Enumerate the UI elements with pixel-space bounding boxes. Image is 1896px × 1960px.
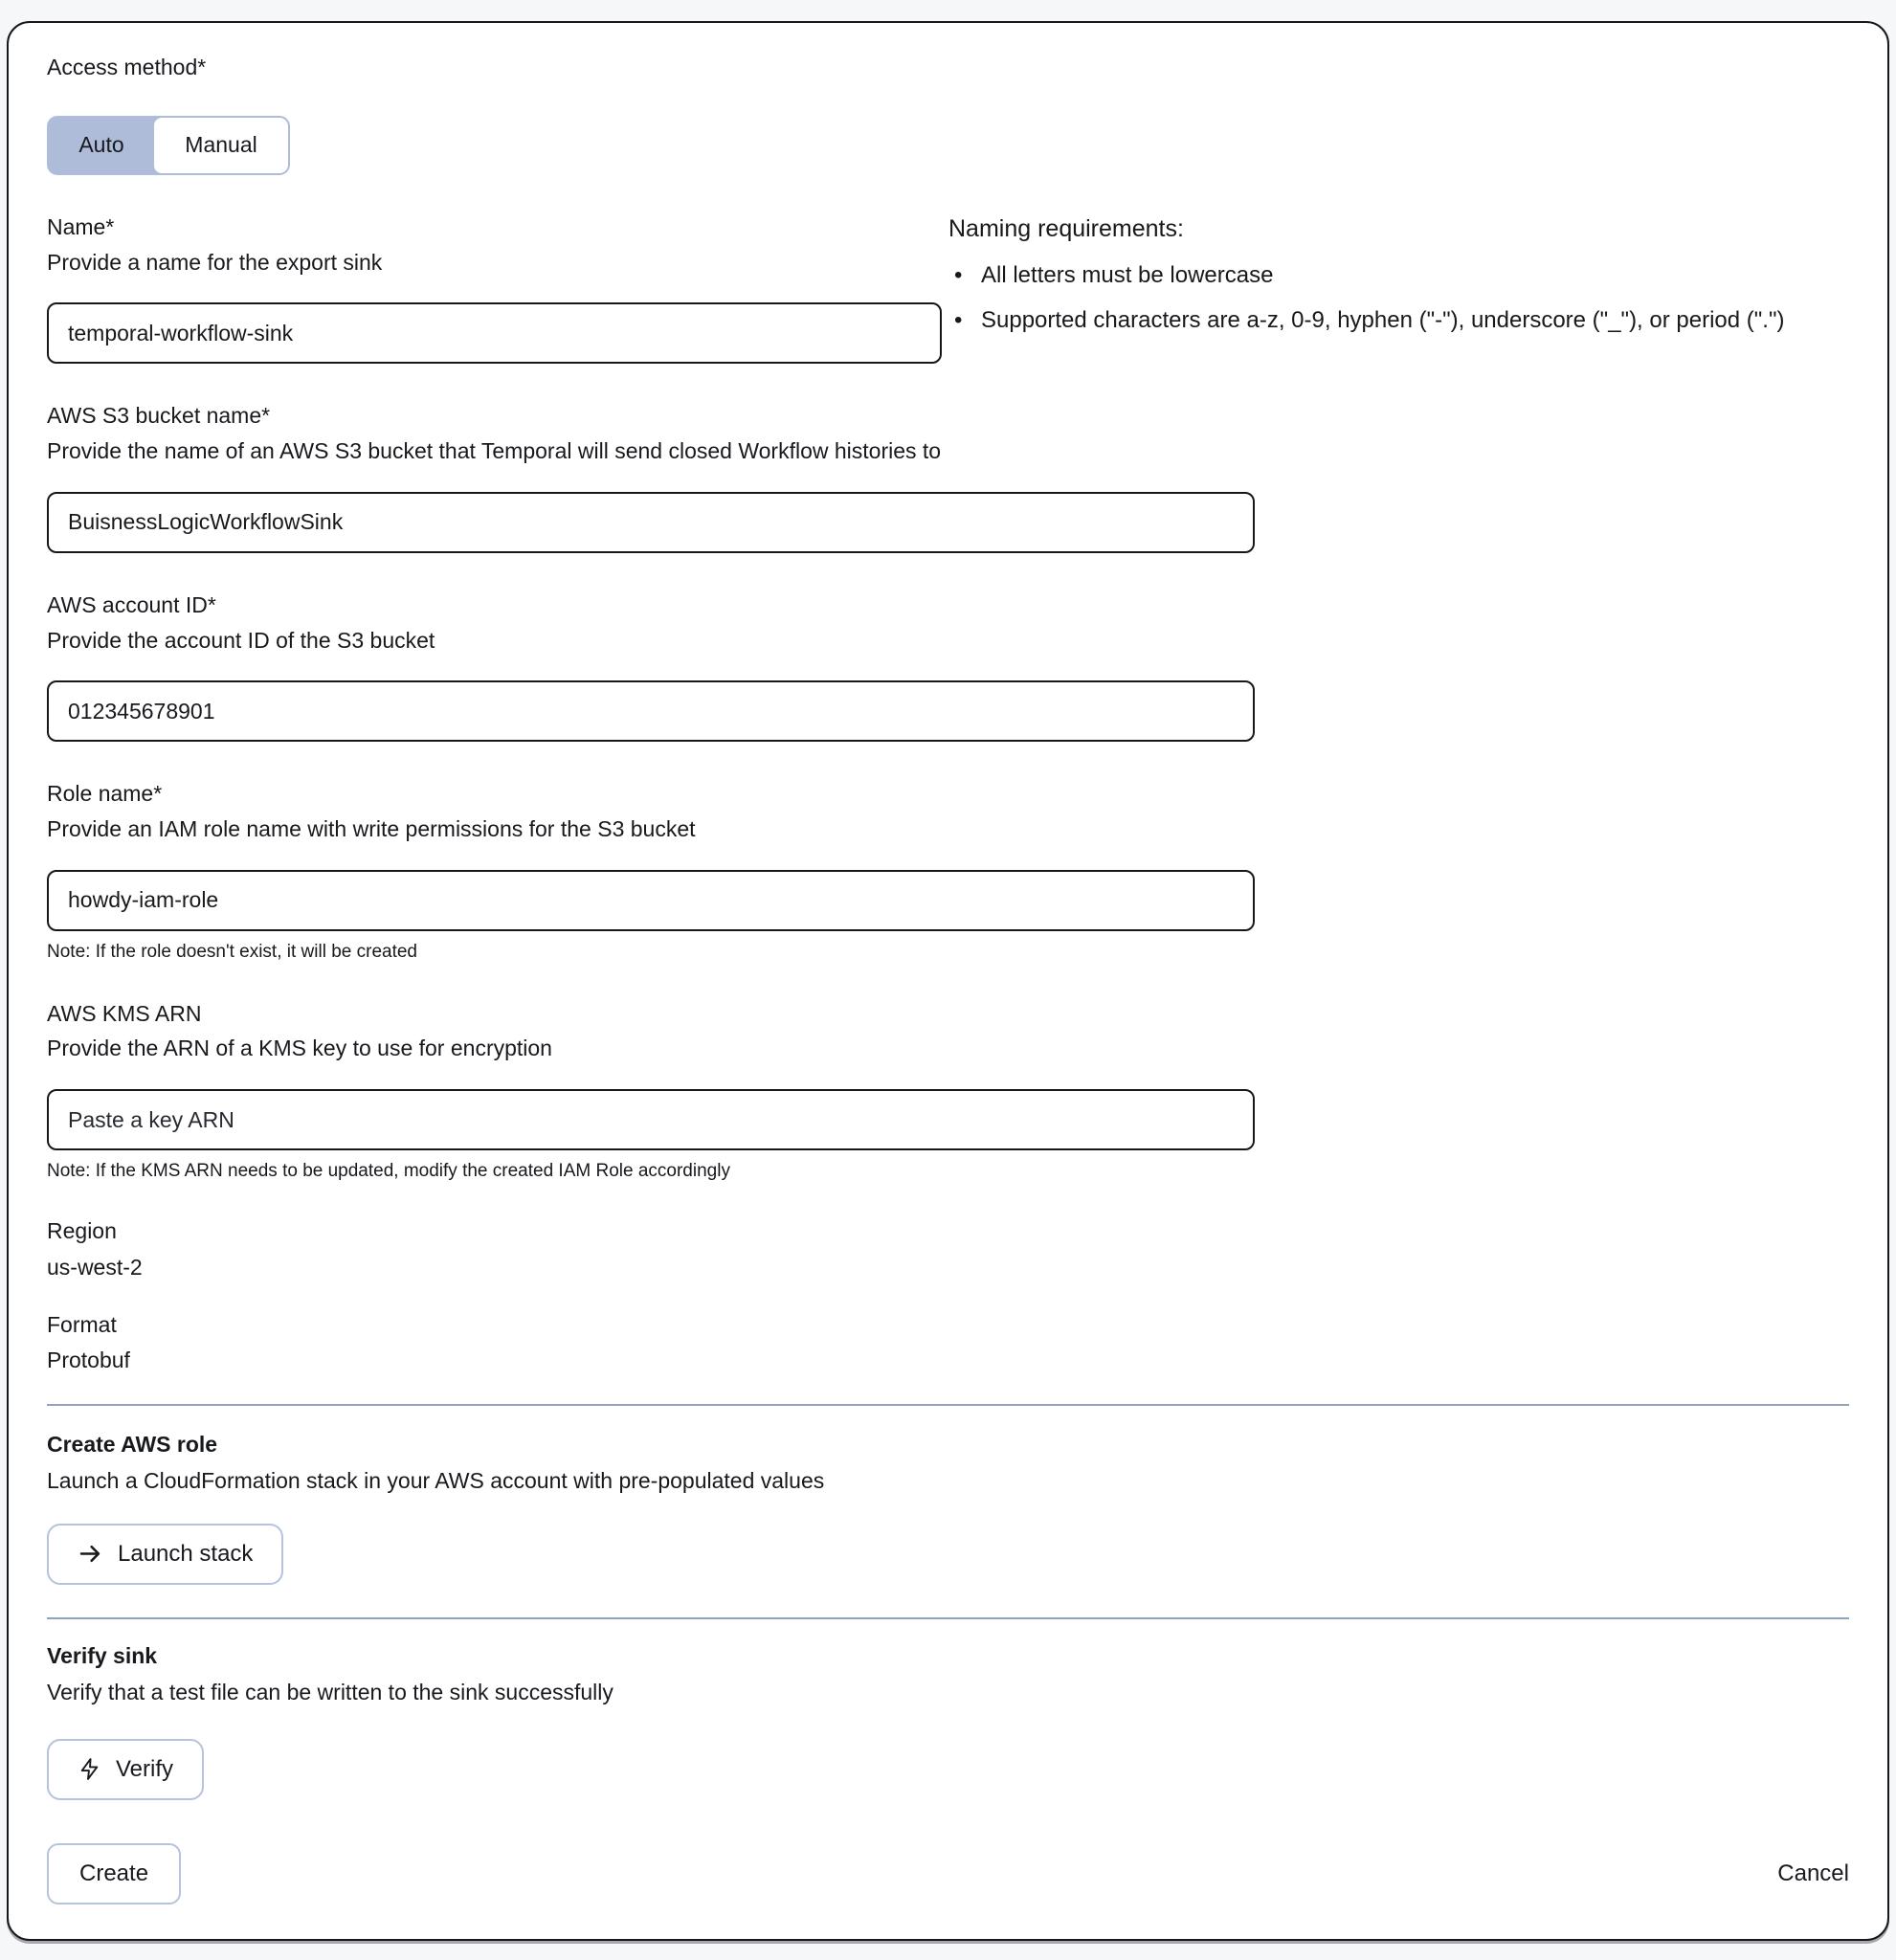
format-value: Protobuf: [47, 1348, 130, 1373]
create-label: Create: [79, 1860, 149, 1886]
kms-label: AWS KMS ARN: [47, 1000, 202, 1026]
create-role-description: Launch a CloudFormation stack in your AWS account with pre-populated values: [47, 1468, 825, 1494]
form-footer: [47, 1828, 1849, 1904]
name-label: Name*: [47, 213, 115, 239]
name-description: Provide a name for the export sink: [47, 249, 383, 275]
divider: [47, 1404, 1849, 1406]
verify-sink-description: Verify that a test file can be written to the sink successfully: [47, 1679, 613, 1704]
verify-label: Verify: [116, 1755, 174, 1782]
bucket-description: Provide the name of an AWS S3 bucket that Temporal will send closed Workflow histories to: [47, 438, 942, 463]
format-group: [47, 1311, 1849, 1374]
name-field-group: [47, 213, 942, 365]
role-input[interactable]: [47, 870, 1255, 931]
bucket-label: AWS S3 bucket name*: [47, 403, 271, 429]
naming-requirements-title: Naming requirements:: [948, 214, 1184, 242]
naming-requirements: [948, 213, 1849, 365]
role-field-group: [47, 780, 1849, 963]
naming-requirement-item: • Supported characters are a-z, 0-9, hyphen ("-"), underscore ("_"), or period ("."): [948, 304, 1849, 338]
kms-input[interactable]: [47, 1089, 1255, 1150]
bullet-icon: •: [954, 262, 963, 289]
name-input[interactable]: [47, 302, 942, 364]
export-sink-form: [7, 21, 1889, 1941]
create-role-section: [47, 1431, 1849, 1585]
kms-description: Provide the ARN of a KMS key to use for encryption: [47, 1036, 552, 1061]
naming-requirement-item: • All letters must be lowercase: [948, 259, 1849, 293]
kms-note: Note: If the KMS ARN needs to be updated, modify the created IAM Role accordingly: [47, 1161, 730, 1181]
access-method-label: Access method*: [47, 55, 207, 79]
create-role-title: Create AWS role: [47, 1432, 218, 1458]
format-label: Format: [47, 1311, 117, 1337]
kms-field-group: [47, 1000, 1849, 1183]
access-method-option-auto[interactable]: Auto: [49, 118, 154, 173]
create-button[interactable]: [47, 1843, 181, 1904]
arrow-right-icon: [78, 1541, 103, 1567]
account-description: Provide the account ID of the S3 bucket: [47, 627, 435, 653]
launch-stack-button[interactable]: [47, 1524, 283, 1585]
role-description: Provide an IAM role name with write permissions for the S3 bucket: [47, 816, 696, 841]
name-and-requirements-row: [47, 213, 1849, 365]
launch-stack-label: Launch stack: [118, 1540, 254, 1567]
verify-button[interactable]: [47, 1739, 204, 1800]
verify-sink-section: [47, 1642, 1849, 1800]
region-value: us-west-2: [47, 1254, 143, 1280]
bucket-field-group: [47, 402, 1849, 553]
naming-requirements-list: [948, 259, 1849, 338]
cancel-button[interactable]: Cancel: [1777, 1860, 1849, 1886]
region-group: [47, 1217, 1849, 1281]
account-field-group: [47, 591, 1849, 743]
account-input[interactable]: [47, 680, 1255, 742]
bucket-input[interactable]: [47, 492, 1255, 553]
bullet-icon: •: [954, 307, 963, 334]
access-method-option-manual[interactable]: Manual: [154, 118, 288, 173]
region-label: Region: [47, 1217, 117, 1243]
verify-sink-title: Verify sink: [47, 1642, 158, 1668]
divider: [47, 1617, 1849, 1619]
lightning-icon: [78, 1757, 101, 1781]
role-note: Note: If the role doesn't exist, it will be created: [47, 941, 417, 962]
account-label: AWS account ID*: [47, 591, 216, 617]
role-label: Role name*: [47, 781, 163, 807]
access-method-toggle: [47, 116, 290, 175]
